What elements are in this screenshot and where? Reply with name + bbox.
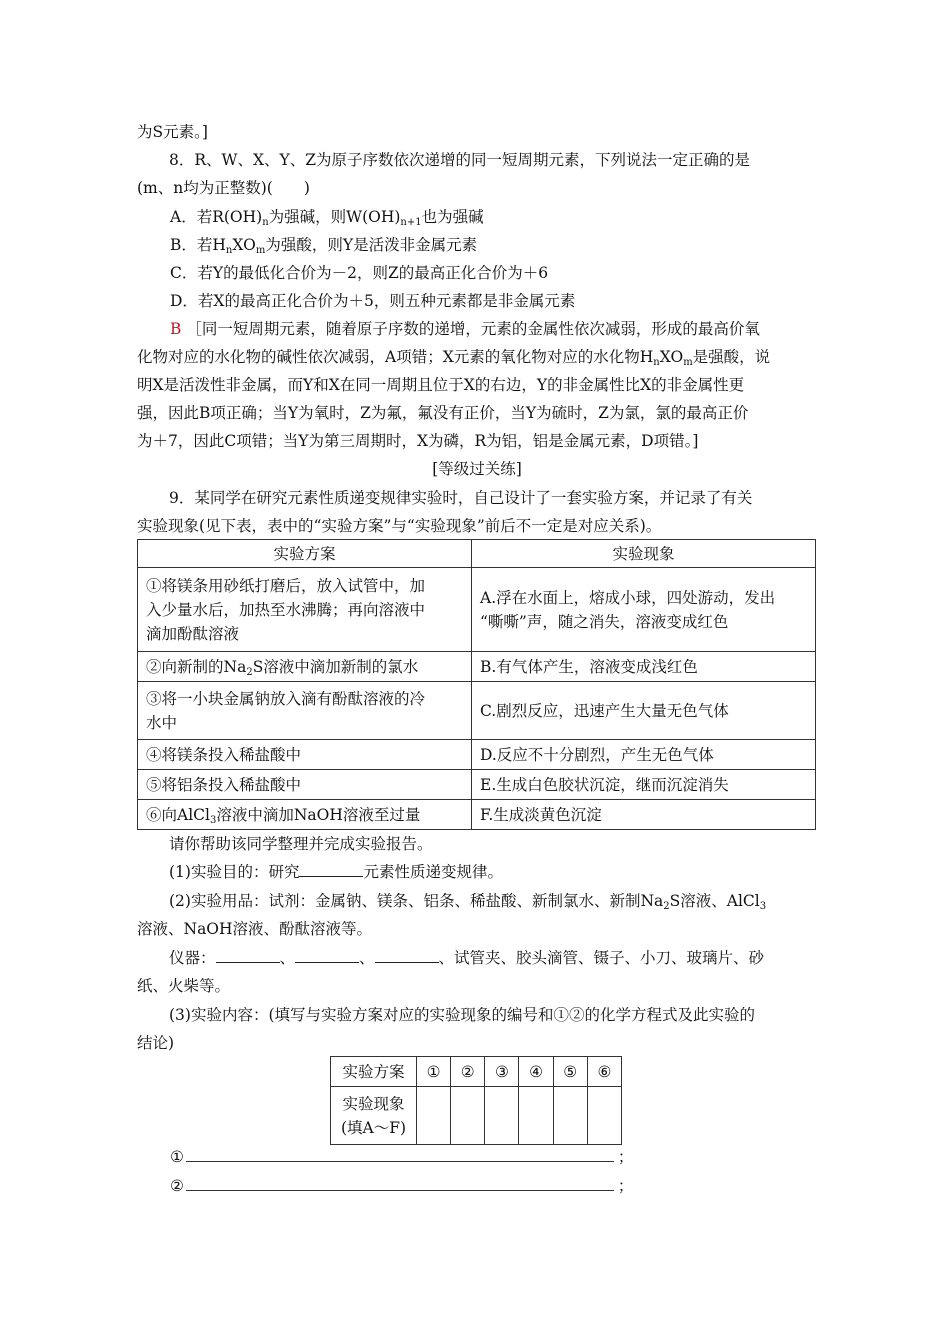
phenomenon-cell: A.浮在水面上，熔成小球，四处游动，发出 “嘶嘶”声，随之消失，溶液变成红色 [472, 568, 816, 652]
previous-answer-tail: 为S元素。] [137, 123, 208, 141]
fill-answer-cell[interactable] [485, 1087, 519, 1145]
plan-cell: ⑤将铝条投入稀盐酸中 [138, 770, 472, 800]
table-row [138, 682, 816, 740]
phenomenon-cell: C.剧烈反应，迅速产生大量无色气体 [472, 682, 816, 740]
answer-fill-table [330, 1056, 622, 1145]
answer-blank[interactable] [216, 948, 280, 963]
q9-stem-line2: 实验现象(见下表，表中的“实验方案”与“实验现象”前后不一定是对应关系)。 [137, 517, 662, 535]
phenomenon-cell: F.生成淡黄色沉淀 [472, 800, 816, 830]
fill-table-header-row [331, 1057, 622, 1087]
experiment-table [137, 539, 816, 830]
q9-instruments-line2: 纸、火柴等。 [137, 977, 231, 995]
fill-col-header: ⑤ [553, 1057, 587, 1087]
q8-stem-line1: 8．R、W、X、Y、Z为原子序数依次递增的同一短周期元素，下列说法一定正确的是 [169, 151, 751, 169]
q8-option-d: D．若X的最高正化合价为＋5，则五种元素都是非金属元素 [170, 292, 576, 310]
q9-instruments-line1: 仪器： 、 、 、试管夹、胶头滴管、镊子、小刀、玻璃片、砂 [169, 949, 765, 967]
q8-analysis-line4: 强，因此B项正确；当Y为氧时，Z为氟，氟没有正价，当Y为硫时，Z为氯，氯的最高正价 [137, 404, 749, 422]
q8-option-c: C．若Y的最低化合价为－2，则Z的最高正化合价为＋6 [170, 264, 549, 282]
fill-answer-cell[interactable] [553, 1087, 587, 1145]
equation-blank[interactable] [186, 1145, 614, 1162]
table-row [138, 770, 816, 800]
fill-col-header: ⑥ [587, 1057, 621, 1087]
q8-stem-line2: (m、n均为正整数)( ) [137, 179, 310, 197]
fill-row-label: 实验现象 (填A～F) [331, 1087, 417, 1145]
plan-cell: ⑥向AlCl$_3$溶液中滴加NaOH溶液至过量 [138, 800, 472, 830]
phenomenon-cell: E.生成白色胶状沉淀，继而沉淀消失 [472, 770, 816, 800]
q8-answer-letter: B [170, 320, 182, 338]
phenomenon-cell: B.有气体产生，溶液变成浅红色 [472, 652, 816, 682]
section-title: [等级过关练] [432, 460, 522, 478]
phenomenon-cell: D.反应不十分剧烈，产生无色气体 [472, 740, 816, 770]
header-plan: 实验方案 [138, 540, 472, 568]
q8-analysis-line3: 明X是活泼性非金属，而Y和X在同一周期且位于X的右边，Y的非金属性比X的非金属性更 [137, 376, 745, 394]
plan-cell: ④将镁条投入稀盐酸中 [138, 740, 472, 770]
plan-cell: ①将镁条用砂纸打磨后，放入试管中，加 入少量水后，加热至水沸腾；再向溶液中 滴加酚酞溶液 [138, 568, 472, 652]
q8-analysis-line1: B ［同一短周期元素，随着原子序数的递增，元素的金属性依次减弱，形成的最高价氧 [170, 320, 760, 338]
answer-blank[interactable] [375, 948, 439, 963]
header-phenomenon: 实验现象 [472, 540, 816, 568]
plan-cell: ③将一小块金属钠放入滴有酚酞溶液的冷 水中 [138, 682, 472, 740]
fill-table-answer-row [331, 1087, 622, 1145]
q8-analysis-line5: 为＋7，因此C项错；当Y为第三周期时，X为磷，R为铝，铝是金属元素，D项错。] [137, 432, 699, 450]
fill-answer-cell[interactable] [417, 1087, 451, 1145]
table-row [138, 568, 816, 652]
q9-part2-line2: 溶液、NaOH溶液、酚酞溶液等。 [137, 920, 373, 938]
table-row [138, 740, 816, 770]
q9-part3-line1: (3)实验内容：(填写与实验方案对应的实验现象的编号和①②的化学方程式及此实验的 [169, 1006, 756, 1024]
equation-line-1: ① ； [170, 1145, 850, 1169]
answer-blank[interactable] [295, 948, 359, 963]
fill-col-header: ③ [485, 1057, 519, 1087]
equation-blank[interactable] [186, 1174, 614, 1191]
q9-part1: (1)实验目的：研究 元素性质递变规律。 [169, 863, 503, 881]
table-row [138, 652, 816, 682]
q9-part3-line2: 结论) [137, 1034, 175, 1052]
table-header-row [138, 540, 816, 568]
fill-col-header: ① [417, 1057, 451, 1087]
fill-col-header: ④ [519, 1057, 553, 1087]
q9-after-table: 请你帮助该同学整理并完成实验报告。 [169, 835, 433, 853]
q9-stem-line1: 9．某同学在研究元素性质递变规律实验时，自己设计了一套实验方案，并记录了有关 [169, 489, 753, 507]
equation-line-2: ② ； [170, 1174, 850, 1198]
fill-answer-cell[interactable] [519, 1087, 553, 1145]
fill-answer-cell[interactable] [451, 1087, 485, 1145]
q8-analysis-line2: 化物对应的水化物的碱性依次减弱，A项错；X元素的氧化物对应的水化物$H_nXO_m$是强酸，说 [137, 348, 771, 368]
plan-cell: ②向新制的$Na_2S$溶液中滴加新制的氯水 [138, 652, 472, 682]
answer-blank[interactable] [299, 862, 363, 877]
fill-col-header: ② [451, 1057, 485, 1087]
q8-option-a: A．若$R(OH)_n$为强碱，则$W(OH)_{n+1}$也为强碱 [170, 208, 484, 228]
q8-option-b: B．若$H_nXO_m$为强酸，则Y是活泼非金属元素 [170, 236, 478, 256]
table-row [138, 800, 816, 830]
fill-row-label: 实验方案 [331, 1057, 417, 1087]
fill-answer-cell[interactable] [587, 1087, 621, 1145]
q9-part2-line1: (2)实验用品：试剂：金属钠、镁条、铝条、稀盐酸、新制氯水、新制$Na_2S$溶液、AlCl$_3$ [169, 892, 767, 912]
